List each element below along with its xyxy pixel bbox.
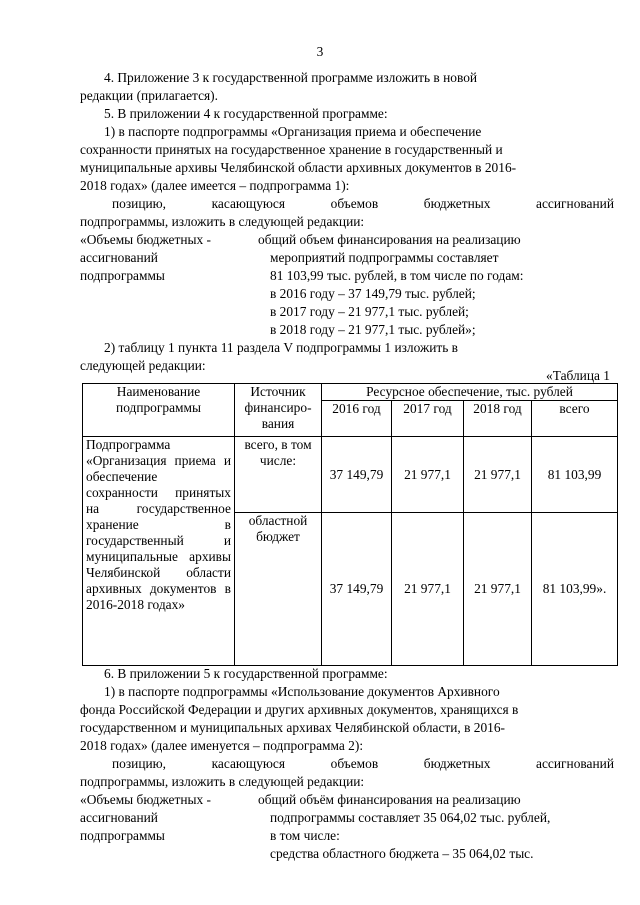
- passport-1-line1: 1) в паспорте подпрограммы «Организация приема и обеспечение: [104, 124, 482, 139]
- header-name: Наименование подпрограммы: [83, 384, 235, 437]
- volumes-1-value-line1: общий объем финансирования на реализацию: [258, 232, 521, 247]
- header-total: всего: [532, 401, 618, 437]
- position-1-line1: позицию, касающуюся объемов бюджетных ассигнований: [112, 196, 614, 211]
- volumes-2-value-line2: подпрограммы составляет 35 064,02 тыс. рублей,: [270, 810, 551, 825]
- position-1-line2: подпрограммы, изложить в следующей редакции:: [80, 214, 365, 229]
- source-regional: областной бюджет: [235, 513, 322, 666]
- page-number: 3: [316, 44, 324, 59]
- volumes-1-label-line2: ассигнований: [80, 250, 158, 265]
- volumes-2-label-line1: «Объемы бюджетных -: [80, 792, 212, 807]
- resource-table: [82, 383, 618, 666]
- header-year-2017: 2017 год: [392, 401, 464, 437]
- volumes-1-label-line3: подпрограммы: [80, 268, 165, 283]
- passport-2-line1: 1) в паспорте подпрограммы «Использование документов Архивного: [104, 684, 500, 699]
- para-item-4-line1: 4. Приложение 3 к государственной программе изложить в новой: [104, 70, 478, 85]
- passport-1-line2: сохранности принятых на государственное хранение в государственный и: [80, 142, 503, 157]
- header-year-2016: 2016 год: [322, 401, 392, 437]
- value-2016: 37 149,79: [322, 513, 392, 666]
- para-item-5: 5. В приложении 4 к государственной программе:: [104, 106, 388, 121]
- passport-1-line3: муниципальные архивы Челябинской области архивных документов в 2016-: [80, 160, 517, 175]
- passport-1-line4: 2018 годах» (далее имеется – подпрограмма 1):: [80, 178, 350, 193]
- volumes-1-label-line1: «Объемы бюджетных -: [80, 232, 212, 247]
- para-item-6: 6. В приложении 5 к государственной программе:: [104, 666, 388, 681]
- position-2-line1: позицию, касающуюся объемов бюджетных ассигнований: [112, 756, 614, 771]
- value-2018: 21 977,1: [464, 513, 532, 666]
- value-2017: 21 977,1: [392, 437, 464, 513]
- volumes-2-label-line2: ассигнований: [80, 810, 158, 825]
- volumes-2-value-line4: средства областного бюджета – 35 064,02 тыс.: [270, 846, 534, 861]
- value-2018: 21 977,1: [464, 437, 532, 513]
- volumes-1-value-line2: мероприятий подпрограммы составляет: [270, 250, 499, 265]
- table-intro-line1: 2) таблицу 1 пункта 11 раздела V подпрограммы 1 изложить в: [104, 340, 458, 355]
- table-intro-line2: следующей редакции:: [80, 358, 206, 373]
- header-year-2018: 2018 год: [464, 401, 532, 437]
- table-caption: «Таблица 1: [546, 368, 610, 383]
- position-2-line2: подпрограммы, изложить в следующей редакции:: [80, 774, 365, 789]
- value-total: 81 103,99».: [532, 513, 618, 666]
- header-source: Источник финансиро-вания: [235, 384, 322, 437]
- volumes-1-value-line5: в 2017 году – 21 977,1 тыс. рублей;: [270, 304, 469, 319]
- value-2017: 21 977,1: [392, 513, 464, 666]
- table-row-name: Подпрограмма «Организация приема и обеспечение сохранности принятых на государственное хранение в государственный и муниципальные архивы Челябинской области архивных документов в 2016-2018 годах»: [83, 437, 235, 666]
- value-2016: 37 149,79: [322, 437, 392, 513]
- passport-2-line3: государственном и муниципальных архивах Челябинской области, в 2016-: [80, 720, 506, 735]
- source-total: всего, в том числе:: [235, 437, 322, 513]
- passport-2-line4: 2018 годах» (далее именуется – подпрограмма 2):: [80, 738, 364, 753]
- value-total: 81 103,99: [532, 437, 618, 513]
- volumes-1-value-line3: 81 103,99 тыс. рублей, в том числе по годам:: [270, 268, 524, 283]
- header-resources: Ресурсное обеспечение, тыс. рублей: [322, 384, 618, 401]
- volumes-2-value-line3: в том числе:: [270, 828, 340, 843]
- volumes-2-value-line1: общий объём финансирования на реализацию: [258, 792, 521, 807]
- volumes-2-label-line3: подпрограммы: [80, 828, 165, 843]
- para-item-4-line2: редакции (прилагается).: [80, 88, 218, 103]
- passport-2-line2: фонда Российской Федерации и других архивных документов, хранящихся в: [80, 702, 519, 717]
- volumes-1-value-line6: в 2018 году – 21 977,1 тыс. рублей»;: [270, 322, 476, 337]
- volumes-1-value-line4: в 2016 году – 37 149,79 тыс. рублей;: [270, 286, 476, 301]
